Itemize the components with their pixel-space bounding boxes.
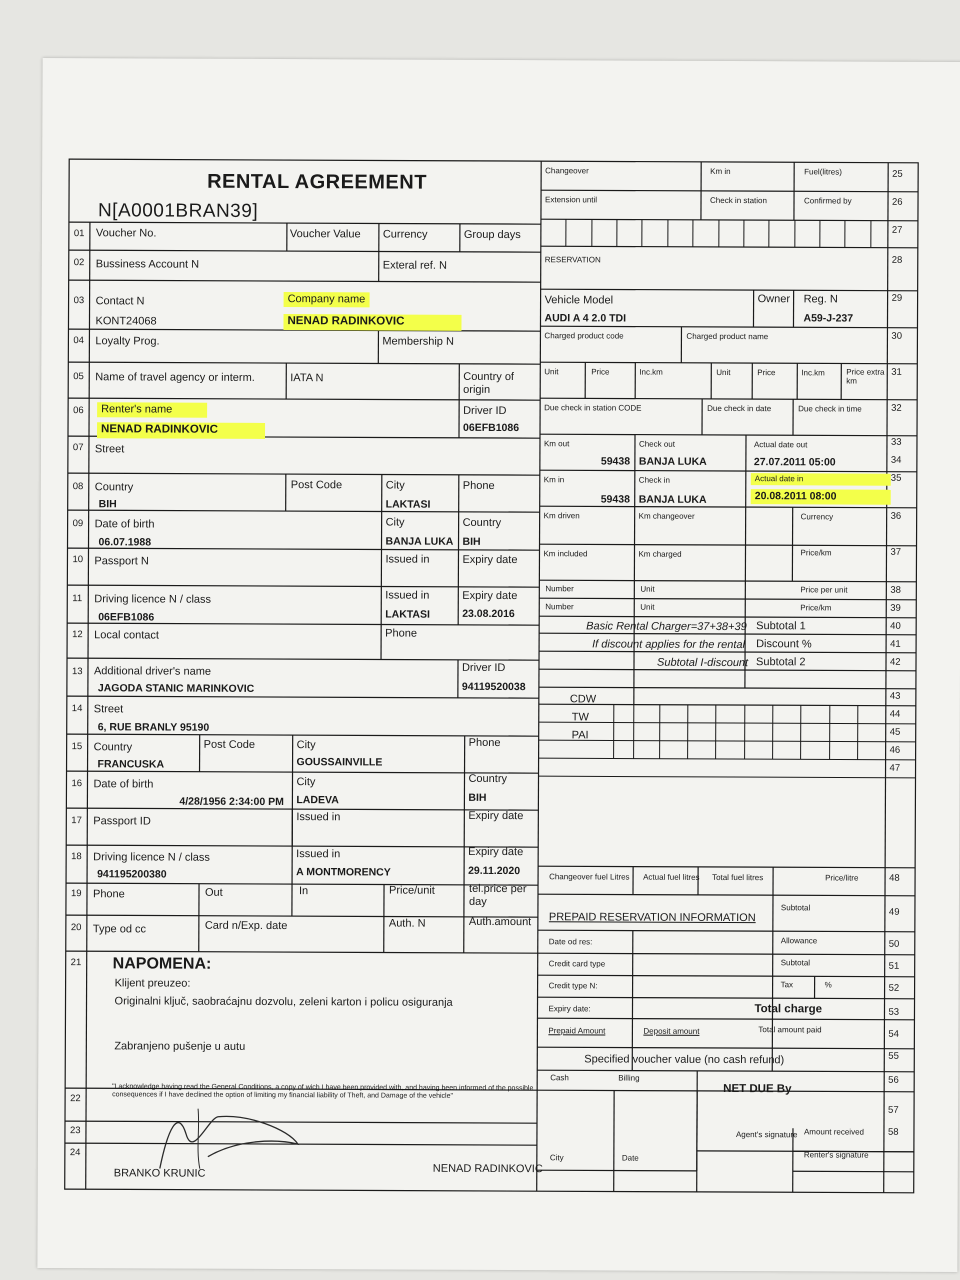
dob-label: Date of birth <box>93 778 154 791</box>
km-out-label: Km out <box>543 439 570 449</box>
row-number: 48 <box>889 872 900 884</box>
renters-name-value: NENAD RADINKOVIC <box>97 422 265 438</box>
unit-label: Unit <box>640 602 655 612</box>
discount-label: Discount % <box>756 638 812 651</box>
auth-n-label: Auth. N <box>388 917 426 930</box>
price-extra-km-label: Price extra km <box>846 367 885 386</box>
row-number: 52 <box>888 982 900 994</box>
city-value: GOUSSAINVILLE <box>296 756 383 769</box>
row-number: 51 <box>888 960 900 972</box>
changeover-fuel-label: Changeover fuel Litres <box>549 872 630 882</box>
row-number: 58 <box>887 1126 899 1138</box>
row-number: 55 <box>888 1050 899 1062</box>
row-number: 12 <box>72 629 83 641</box>
napomena-heading: NAPOMENA: <box>112 955 212 973</box>
row-number: 37 <box>890 546 902 558</box>
row-number: 43 <box>889 690 901 702</box>
iata-label: IATA N <box>290 372 324 385</box>
row-number: 44 <box>889 708 901 720</box>
business-account-label: Bussiness Account N <box>95 258 200 271</box>
acknowledgement-text: "I acknowledge having read the General Conditions, a copy of wich I have been provided with, and having been informed of the possible consequences if I have declined the option of limiting my financial liability of Theft, and Damage of the vehicle" <box>112 1083 534 1100</box>
driver-id-value: 06EFB1086 <box>463 421 520 435</box>
unit-label: Unit <box>716 367 731 378</box>
row-number: 49 <box>888 906 900 918</box>
row-number: 34 <box>890 454 902 466</box>
row-number: 33 <box>890 436 902 448</box>
row-number: 57 <box>888 1104 899 1116</box>
expiry-date-label: Expiry date <box>468 845 524 859</box>
tax-label: Tax <box>780 980 794 990</box>
subtotal-1-label: Subtotal 1 <box>756 620 806 633</box>
price-litre-label: Price/litre <box>825 873 859 883</box>
net-due-label: NET DUE By <box>723 1082 792 1096</box>
tel-price-label: tel.price per day <box>468 882 527 908</box>
charged-product-code-label: Charged product code <box>544 331 624 341</box>
licence-label: Driving licence N / class <box>94 593 212 606</box>
phone-label: Phone <box>462 479 495 492</box>
row-number: 05 <box>73 371 84 383</box>
expiry-date-value: 29.11.2020 <box>468 864 521 878</box>
country-value: FRANCUSKA <box>97 758 165 771</box>
out-label: Out <box>204 886 223 899</box>
date-res-label: Date od res: <box>548 937 593 947</box>
unit-label: Unit <box>640 584 655 594</box>
row-number: 24 <box>69 1147 81 1159</box>
check-out-value: BANJA LUKA <box>638 455 707 468</box>
signature-name-right: NENAD RADINKOVIC <box>432 1162 543 1176</box>
company-name-label: Company name <box>284 292 370 307</box>
dob-label: Date of birth <box>94 518 155 531</box>
city-label: City <box>385 516 405 529</box>
pai-label: PAI <box>571 729 589 742</box>
actual-date-in-value: 20.08.2011 08:00 <box>751 489 891 504</box>
specified-voucher-label: Specified voucher value (no cash refund) <box>584 1053 785 1067</box>
actual-date-in-label: Actual date in <box>751 473 891 486</box>
passport-label: Passport N <box>94 555 149 568</box>
confirmed-by-label: Confirmed by <box>804 196 852 206</box>
city-label: City <box>549 1153 564 1163</box>
cdw-label: CDW <box>569 693 597 706</box>
row-number: 41 <box>890 638 901 650</box>
allowance-label: Allowance <box>780 936 818 946</box>
no-smoking-note: Zabranjeno pušenje u autu <box>114 1040 246 1053</box>
price-label: Price <box>757 368 776 378</box>
card-exp-label: Card n/Exp. date <box>204 919 288 933</box>
driver-id-label: Driver ID <box>461 661 506 675</box>
city-label: City <box>296 776 316 789</box>
km-driven-label: Km driven <box>543 511 580 521</box>
expiry-date-label: Expiry date <box>462 589 518 603</box>
date-label: Date <box>621 1153 639 1163</box>
subtotal-2-label: Subtotal 2 <box>755 656 806 669</box>
price-unit-label: Price/unit <box>388 884 435 897</box>
unit-label: Unit <box>544 367 559 377</box>
amount-received-label: Amount received <box>803 1127 865 1137</box>
price-label: Price <box>591 367 610 377</box>
passport-id-label: Passport ID <box>93 815 151 828</box>
tw-label: TW <box>571 711 589 724</box>
issued-in-value: LAKTASI <box>385 608 430 621</box>
auth-amount-label: Auth.amount <box>468 915 532 929</box>
basic-rental-label: Basic Rental Charger=37+38+39 <box>586 620 747 634</box>
country-value: BIH <box>462 535 481 548</box>
km-charged-label: Km charged <box>638 549 682 559</box>
issued-in-label: Issued in <box>385 589 430 602</box>
row-number: 02 <box>73 257 85 269</box>
km-included-label: Km included <box>543 549 588 559</box>
row-number: 11 <box>72 593 83 605</box>
city-value: LAKTASI <box>385 498 431 511</box>
city-label: City <box>296 739 316 752</box>
contact-label: Contact N <box>95 295 145 308</box>
type-cc-label: Type od cc <box>92 923 147 936</box>
row-number: 01 <box>73 228 85 240</box>
row-number: 29 <box>891 292 903 304</box>
actual-date-out-value: 27.07.2011 05:00 <box>753 456 836 469</box>
due-check-time-label: Due check in time <box>798 404 862 414</box>
if-discount-label: If discount applies for the rental <box>592 638 745 652</box>
vehicle-model-label: Vehicle Model <box>544 294 614 307</box>
charged-product-name-label: Charged product name <box>686 331 769 342</box>
km-in-label: Km in <box>543 475 565 485</box>
subtotal-discount-label: Subtotal I-discount <box>656 656 749 670</box>
in-label: In <box>298 885 309 898</box>
loyalty-label: Loyalty Prog. <box>95 335 160 348</box>
row-number: 13 <box>71 666 83 678</box>
row-number: 42 <box>889 656 901 668</box>
row-number: 53 <box>888 1006 900 1018</box>
row-number: 20 <box>70 922 82 934</box>
licence-label: Driving licence N / class <box>93 851 210 864</box>
actual-fuel-label: Actual fuel litres <box>643 872 700 882</box>
vehicle-model-value: AUDI A 4 2.0 TDI <box>544 312 627 325</box>
row-number: 27 <box>891 224 903 236</box>
row-number: 30 <box>891 330 903 342</box>
inc-km-label: Inc.km <box>801 368 825 378</box>
due-check-station-label: Due check in station CODE <box>544 403 642 413</box>
row-number: 17 <box>71 815 82 827</box>
fuel-litres-label: Fuel(litres) <box>804 167 842 177</box>
cash-label: Cash <box>550 1073 569 1083</box>
check-in-value: BANJA LUKA <box>638 493 707 506</box>
renter-signature-label: Renter's signature <box>803 1150 869 1160</box>
changeover-label: Changeover <box>545 166 589 176</box>
city-value: LADEVA <box>296 794 339 807</box>
phone-label: Phone <box>468 736 501 750</box>
street-label: Street <box>93 703 124 716</box>
km-changeover-label: Km changeover <box>638 511 695 521</box>
number-label: Number <box>545 602 574 612</box>
expiry-date-label: Expiry date <box>462 553 518 567</box>
row-number: 21 <box>70 957 82 969</box>
phone-label: Phone <box>385 627 417 640</box>
row-number: 18 <box>71 851 82 863</box>
issued-in-label: Issued in <box>385 553 430 566</box>
due-check-date-label: Due check in date <box>707 403 772 414</box>
km-out-value: 59438 <box>600 455 631 468</box>
km-in-label: Km in <box>710 166 731 177</box>
row-number: 35 <box>890 472 902 484</box>
check-in-station-label: Check in station <box>710 195 767 206</box>
signature-name-left: BRANKO KRUNIC <box>113 1167 206 1180</box>
country-value: BIH <box>468 791 487 804</box>
group-days-label: Group days <box>463 228 521 242</box>
agreement-number: N[A0001BRAN39] <box>97 200 259 222</box>
total-fuel-label: Total fuel litres <box>712 872 764 883</box>
actual-date-out-label: Actual date out <box>753 440 808 450</box>
voucher-value-label: Voucher Value <box>289 228 361 241</box>
country-label: Country <box>94 481 134 494</box>
street-label: Street <box>94 443 125 456</box>
row-number: 07 <box>72 442 84 454</box>
driver-id-label: Driver ID <box>463 404 507 418</box>
country-origin-label: Country of origin <box>463 370 515 396</box>
row-number: 40 <box>890 620 901 632</box>
row-number: 54 <box>888 1028 899 1040</box>
row-number: 19 <box>70 888 82 900</box>
post-code-label: Post Code <box>203 738 256 751</box>
travel-agency-label: Name of travel agency or interm. <box>95 371 255 384</box>
street-value: 6, RUE BRANLY 95190 <box>97 721 210 734</box>
licence-value: 941195200380 <box>97 868 167 881</box>
number-label: Number <box>545 584 574 594</box>
reservation-label: RESERVATION <box>544 255 601 265</box>
phone-label: Phone <box>92 888 125 901</box>
row-number: 23 <box>69 1125 81 1137</box>
country-label: Country <box>468 772 508 786</box>
billing-label: Billing <box>618 1073 640 1083</box>
row-number: 38 <box>890 584 901 596</box>
row-number: 09 <box>72 518 84 530</box>
received-items: Originalni ključ, saobraćajnu dozvolu, zeleni karton i policu osiguranja <box>114 995 453 1009</box>
local-contact-label: Local contact <box>94 629 159 642</box>
city-label: City <box>385 479 405 492</box>
row-number: 28 <box>891 254 903 266</box>
extension-until-label: Extension until <box>545 195 598 205</box>
row-number: 08 <box>72 481 84 493</box>
row-number: 03 <box>73 295 85 307</box>
expiry-date-value: 23.08.2016 <box>462 607 515 621</box>
inc-km-label: Inc.km <box>639 367 663 377</box>
subtotal-label: Subtotal <box>780 903 811 913</box>
issued-in-value: A MONTMORENCY <box>296 866 391 879</box>
check-in-label: Check in <box>638 475 670 485</box>
total-charge-label: Total charge <box>754 1003 823 1016</box>
price-km-label: Price/km <box>800 548 832 558</box>
issued-in-label: Issued in <box>296 848 341 861</box>
membership-label: Membership N <box>382 335 454 348</box>
row-number: 10 <box>72 554 84 566</box>
row-number: 25 <box>892 168 903 180</box>
prepaid-amount-label: Prepaid Amount <box>548 1026 606 1036</box>
expiry-date-label: Expiry date <box>468 809 524 823</box>
form-title: RENTAL AGREEMENT <box>207 170 428 194</box>
renters-name-label: Renter's name <box>97 402 207 417</box>
deposit-amount-label: Deposit amount <box>643 1026 700 1036</box>
row-number: 16 <box>71 778 83 790</box>
row-number: 32 <box>891 402 902 414</box>
currency-label: Currency <box>382 228 428 241</box>
row-number: 15 <box>71 741 83 753</box>
country-value: BIH <box>98 498 117 511</box>
dob-value: 4/28/1956 2:34:00 PM <box>179 795 284 809</box>
km-in-value: 59438 <box>600 493 630 506</box>
country-label: Country <box>93 741 133 754</box>
cc-type-n-label: Credit type N: <box>548 981 598 991</box>
company-name-value: NENAD RADINKOVIC <box>283 314 461 330</box>
prepaid-title: PREPAID RESERVATION INFORMATION <box>548 911 756 925</box>
row-number: 22 <box>70 1093 81 1105</box>
row-number: 56 <box>888 1074 899 1086</box>
row-number: 04 <box>73 335 85 347</box>
contact-value: KONT24068 <box>95 315 157 328</box>
reg-n-value: A59-J-237 <box>803 312 854 325</box>
dob-value: 06.07.1988 <box>98 536 152 549</box>
rental-agreement-sheet <box>37 58 960 1272</box>
row-number: 14 <box>71 703 83 715</box>
additional-driver-label: Additional driver's name <box>93 665 212 678</box>
row-number: 45 <box>889 726 901 738</box>
agent-signature-label: Agent's signature <box>735 1130 798 1140</box>
row-number: 50 <box>888 938 900 950</box>
country-label: Country <box>462 516 502 530</box>
owner-label: Owner <box>757 293 791 306</box>
row-number: 36 <box>890 510 902 522</box>
check-out-label: Check out <box>638 439 676 449</box>
subtotal-label: Subtotal <box>780 958 811 968</box>
price-km-label: Price/km <box>800 603 832 613</box>
total-paid-label: Total amount paid <box>758 1025 822 1035</box>
exteral-ref-label: Exteral ref. N <box>382 259 447 272</box>
licence-value: 06EFB1086 <box>98 611 155 624</box>
row-number: 46 <box>889 744 901 756</box>
currency-label: Currency <box>800 512 834 522</box>
issued-in-label: Issued in <box>296 811 341 824</box>
row-number: 39 <box>890 602 901 614</box>
price-per-unit-label: Price per unit <box>800 585 848 595</box>
row-number: 31 <box>891 366 902 378</box>
reg-n-label: Reg. N <box>803 293 838 306</box>
percent-label: % <box>824 980 832 990</box>
city-value: BANJA LUKA <box>385 535 454 548</box>
klijent-preuzeo: Klijent preuzeo: <box>114 977 191 990</box>
expiry-label: Expiry date: <box>548 1004 591 1014</box>
driver-id-value: 94119520038 <box>461 680 526 694</box>
row-number: 47 <box>889 762 901 774</box>
row-number: 26 <box>891 196 903 208</box>
cc-type-label: Credit card type <box>548 959 606 969</box>
row-number: 06 <box>73 405 84 417</box>
post-code-label: Post Code <box>290 479 343 492</box>
voucher-no-label: Voucher No. <box>95 227 157 240</box>
additional-driver-value: JAGODA STANIC MARINKOVIC <box>97 682 255 695</box>
